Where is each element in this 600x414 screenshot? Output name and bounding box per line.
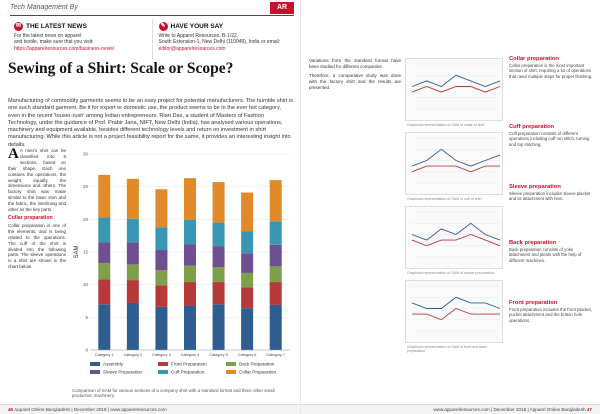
body-paragraph: Variations from the standard format have been studied for different companies.	[309, 58, 401, 69]
chart-svg	[72, 148, 296, 384]
y-tick-label: 25	[82, 184, 88, 190]
mini-series-line	[412, 223, 500, 240]
latest-news-box	[8, 19, 152, 59]
bar-segment	[127, 264, 139, 280]
mini-series-line	[412, 309, 500, 320]
y-tick-label: 15	[82, 249, 88, 255]
bar-segment	[213, 223, 225, 247]
y-tick-label: 20	[82, 216, 88, 222]
body-paragraph: Therefore, a comparative study was done with the factory shirt and the results are presented.	[309, 72, 401, 90]
bar-segment	[241, 287, 253, 308]
mini-series-line	[412, 75, 500, 86]
article-body-column	[8, 148, 66, 270]
latest-news-link[interactable]: https://apparelresources.com/business-news/	[14, 45, 115, 52]
latest-news-line-2: and textile, make sure that you visit:	[14, 39, 94, 46]
mini-series-line	[412, 87, 500, 93]
bar-segment	[155, 250, 167, 270]
header-rule	[10, 15, 294, 16]
bar-segment	[155, 307, 167, 350]
legend-swatch	[90, 362, 100, 366]
mini-chart-front	[405, 280, 503, 343]
right-page	[300, 0, 600, 414]
legend-label: Back Preparation	[239, 361, 275, 367]
mini-chart-cuff	[405, 132, 503, 195]
mini-series-line	[412, 235, 500, 246]
legend-swatch	[90, 370, 100, 374]
bar-segment	[270, 305, 282, 350]
bar-segment	[270, 266, 282, 282]
legend-label: Assembly	[103, 361, 123, 367]
side-section-cuff: Cuff preparation Cuff preparation consists of different operations including cuff run stitch, turning and top stitching.	[509, 124, 590, 147]
bar-segment	[184, 266, 196, 282]
side-section-collar: Collar preparation Collar preparation is the most important section of shirt, requiring a lot of operations that need multiple steps for proper finishing.	[509, 56, 593, 79]
mini-chart-collar	[405, 58, 503, 121]
bar-segment	[213, 246, 225, 267]
mini-chart-svg	[406, 59, 504, 115]
bar-segment	[184, 244, 196, 266]
legend-label: Sleeve Preparation	[103, 369, 143, 375]
bar-segment	[241, 253, 253, 273]
bar-segment	[213, 182, 225, 223]
bar-segment	[270, 180, 282, 221]
left-footer	[0, 404, 300, 414]
bar-segment	[155, 227, 167, 250]
body-paragraph: Collar preparation is one of the elements, and is being related to the operations. The cuff of the shirt is divided into the following parts. The sleeve operations in a shirt are shown in the chart below.	[8, 222, 66, 270]
mini-chart-svg	[406, 207, 504, 263]
bar-segment	[184, 306, 196, 350]
right-footer	[301, 404, 600, 414]
legend-swatch	[226, 362, 236, 366]
mini-chart-caption: Graphical representation of SAM of collar of shirt	[407, 123, 485, 127]
mini-chart-caption: Graphical representation of SAM of front and back preparation	[407, 345, 487, 353]
mini-chart-sleeve	[405, 206, 503, 269]
drop-cap: A	[8, 146, 19, 162]
have-your-say-line-1: Write to Apparel Resources, B-1/22,	[158, 33, 239, 39]
bar-segment	[98, 175, 110, 217]
x-tick-label: Category 7	[266, 353, 286, 357]
y-tick-label: 5	[85, 314, 88, 320]
news-icon: ✉	[15, 23, 22, 29]
latest-news-title: THE LATEST NEWS	[26, 23, 87, 30]
article-headline: Sewing of a Shirt: Scale or Scope?	[8, 60, 234, 77]
x-tick-label: Category 5	[209, 353, 228, 357]
mini-series-line	[412, 166, 500, 172]
bar-segment	[241, 231, 253, 253]
legend-label: Front Preparation	[171, 361, 207, 367]
x-tick-label: Category 6	[237, 353, 257, 357]
magazine-logo-icon: AR	[270, 2, 294, 14]
right-footer-text: www.apparelresources.com | December 2018 | Apparel Online Bangladesh	[433, 407, 586, 412]
legend-label: Collar Preparation	[239, 369, 277, 375]
x-tick-label: Category 2	[123, 353, 143, 357]
side-section-back: Back preparation Back preparation consists of yoke attachment and pleats with the help of different machines.	[509, 240, 582, 263]
mini-series-line	[412, 149, 500, 166]
bar-segment	[155, 270, 167, 285]
legend-label: Cuff Preparation	[171, 369, 205, 375]
mini-chart-svg	[406, 133, 504, 189]
bar-segment	[98, 217, 110, 242]
y-tick-label: 30	[82, 151, 88, 157]
latest-news-line-1: For the latest news on apparel	[14, 33, 82, 39]
section-brand: Tech Management By	[10, 4, 78, 11]
right-body-column	[309, 58, 401, 91]
y-tick-label: 10	[82, 282, 88, 288]
legend-swatch	[226, 370, 236, 374]
bar-segment	[127, 303, 139, 350]
right-page-number: 47	[586, 407, 592, 412]
side-section-sleeve: Sleeve preparation Sleeve preparation includes sleeve placket and its attachment with hem.	[509, 184, 591, 202]
y-axis-label: SAM	[74, 245, 80, 259]
have-your-say-box	[152, 19, 297, 59]
bar-segment	[98, 242, 110, 263]
side-section-front: Front preparation Front preparation includes the front placket, pocket attachment and the button hole operations.	[509, 300, 592, 323]
bar-segment	[127, 219, 139, 243]
x-tick-label: Category 3	[152, 353, 171, 357]
editor-email-link[interactable]: editor@apparelresources.com	[158, 45, 226, 52]
bar-segment	[155, 285, 167, 307]
subheading-collar: Collar preparation	[8, 214, 53, 221]
left-footer-text: Apparel Online Bangladesh | December 2018 | www.apparelresources.com	[14, 407, 167, 412]
news-strip	[8, 19, 296, 59]
bar-segment	[127, 280, 139, 303]
bar-segment	[241, 193, 253, 232]
bar-segment	[184, 220, 196, 244]
x-tick-label: Category 1	[94, 353, 114, 357]
bar-segment	[184, 178, 196, 220]
bar-segment	[270, 221, 282, 245]
bar-segment	[127, 242, 139, 264]
bar-segment	[213, 267, 225, 282]
mini-chart-caption: Graphical representation of SAM of sleeve preparation	[407, 271, 494, 275]
bar-segment	[155, 189, 167, 227]
bar-segment	[98, 304, 110, 350]
bar-segment	[98, 263, 110, 279]
body-paragraph: A A men's shirt can be classified into 6 sections, based on their shape. Each one contains the operations, the weight, equally, the dimensions and others. The factory shirt was made similar to the basic shirt and the fabric, the interlining and other as the key parts.	[8, 146, 66, 213]
bar-segment	[213, 282, 225, 304]
legend-swatch	[158, 370, 168, 374]
y-tick-label: 0	[85, 347, 88, 353]
mini-series-line	[412, 297, 500, 308]
bar-segment	[127, 179, 139, 219]
sam-stacked-bar-chart	[72, 148, 296, 384]
speech-icon: ✎	[160, 23, 166, 29]
left-page-number: 46	[8, 407, 14, 412]
bar-segment	[184, 282, 196, 306]
bar-segment	[241, 273, 253, 287]
have-your-say-title: HAVE YOUR SAY	[170, 23, 224, 30]
mini-chart-svg	[406, 281, 504, 337]
bar-segment	[213, 304, 225, 350]
mini-chart-caption: Graphical representation of SAM of cuff of shirt	[407, 197, 482, 201]
x-tick-label: Category 4	[180, 353, 200, 357]
chart-caption: Comparison of SAM for various sections of a company shirt with a standard format and three other small production machinery.	[72, 388, 275, 399]
have-your-say-line-2: South Extension-1, New Delhi (110049), India or email:	[158, 39, 281, 46]
bar-segment	[241, 308, 253, 350]
bar-segment	[270, 282, 282, 305]
bar-segment	[270, 245, 282, 267]
legend-swatch	[158, 362, 168, 366]
article-intro: Manufacturing of commodity garments seems to be an easy project for potential manufacturers. The humble shirt is one such standard garment. Be it for export or domestic use, the product seems to be in the ever hot category, even in the recent 'touser-rush' among Indian entrepreneurs. Rian Das, a student of Masters of Fashion Technology, under the guidance of Prof. Prabir Jana, NIFT, New Delhi (India), has analysed various operations, machinery and equipment available, besides different technology levels and return on investment in shirt manufacturing. While this article is not a project feasibility report for the same, it provides an interesting insight into details.	[8, 98, 294, 148]
bar-segment	[98, 279, 110, 304]
